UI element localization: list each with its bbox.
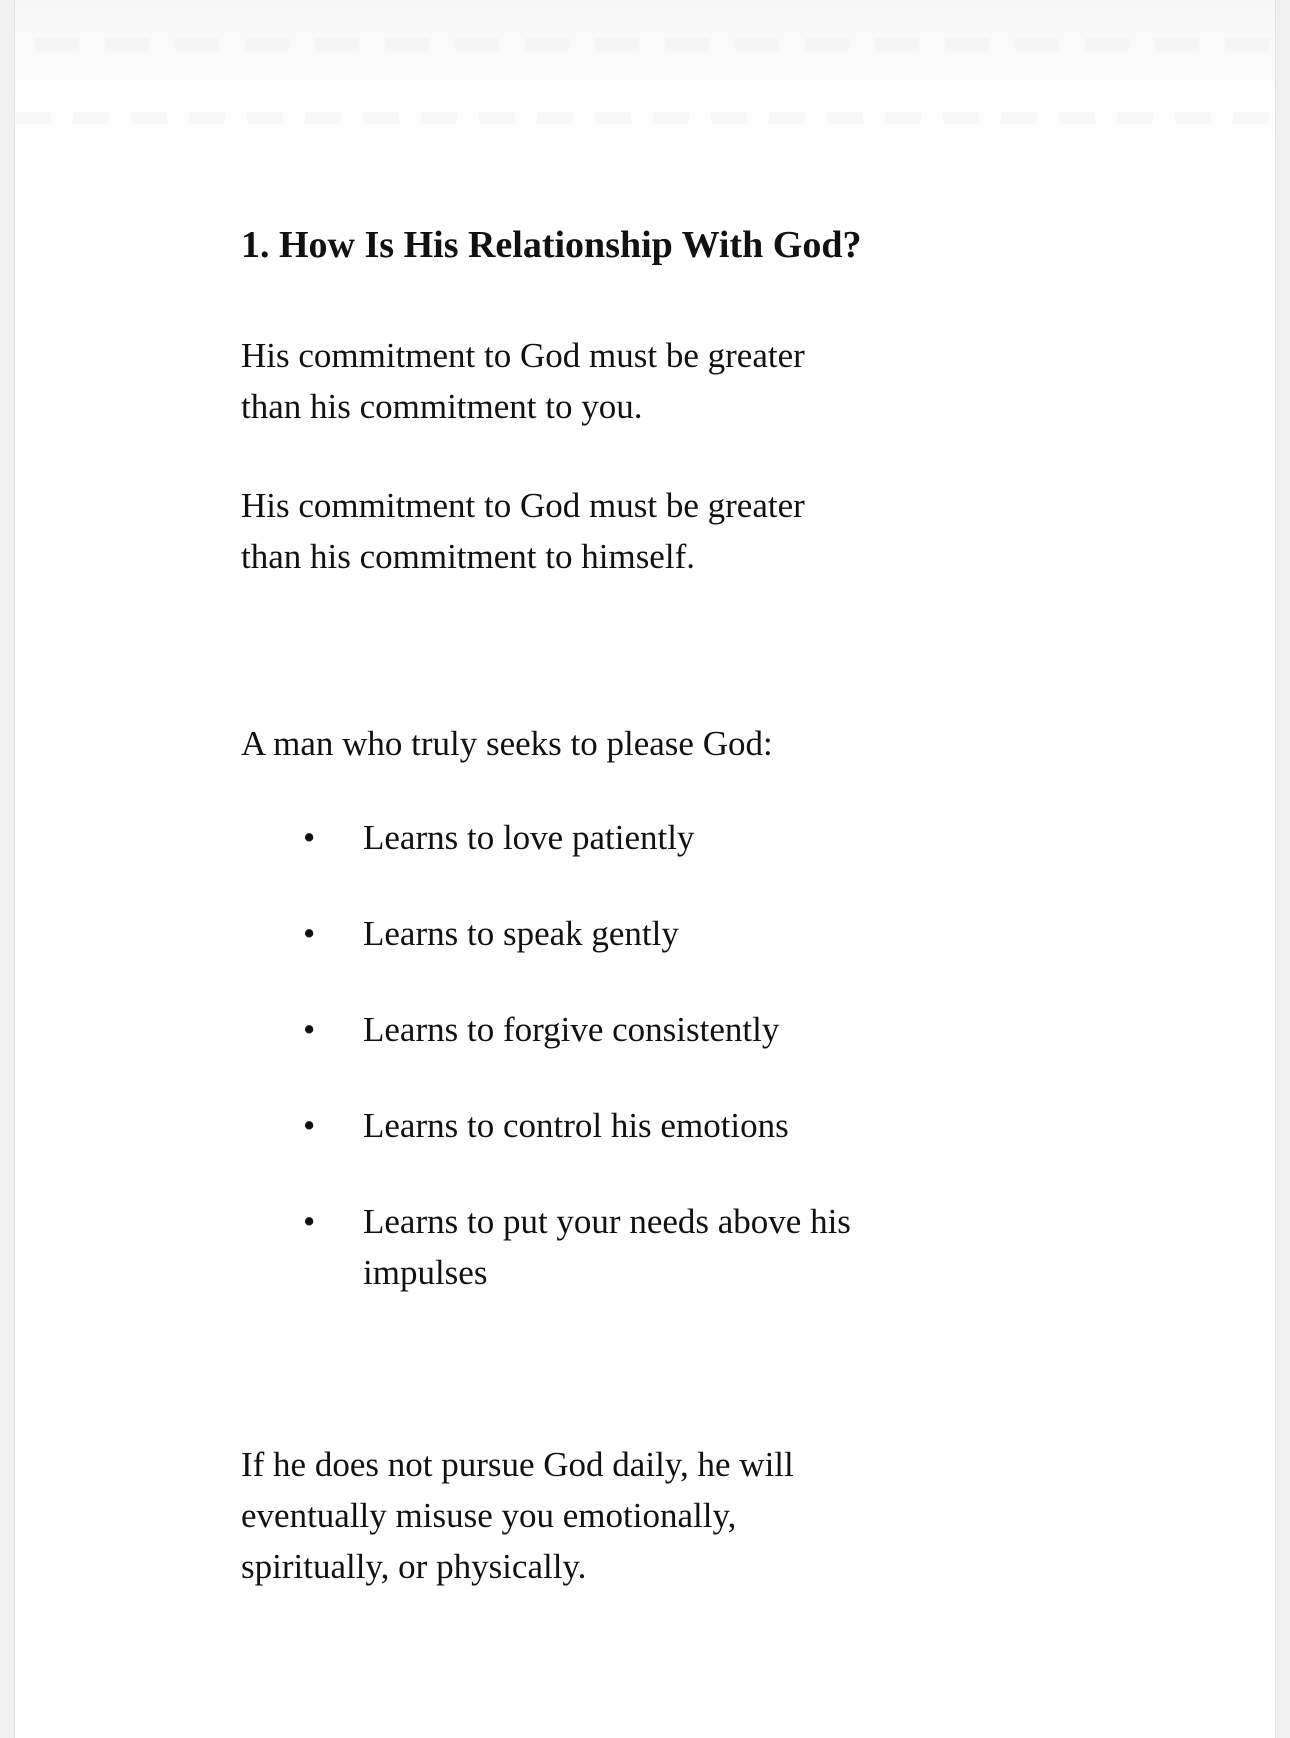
qualities-list xyxy=(241,812,1185,1298)
bullet-icon: • xyxy=(303,914,316,953)
list-item xyxy=(241,908,1185,959)
closing-paragraph xyxy=(241,1439,1185,1592)
list-item xyxy=(241,1196,1185,1298)
list-item-text: Learns to speak gently xyxy=(363,914,679,953)
document-page xyxy=(14,0,1276,1738)
paragraph-line: than his commitment to himself. xyxy=(241,537,695,576)
list-intro: A man who truly seeks to please God: xyxy=(241,724,773,763)
section-heading: 1. How Is His Relationship With God? xyxy=(241,224,862,266)
list-item xyxy=(241,1004,1185,1055)
paragraph-commitment-you xyxy=(241,330,1185,432)
paragraph-line: If he does not pursue God daily, he will xyxy=(241,1445,794,1484)
bullet-icon: • xyxy=(303,1106,316,1145)
list-item-text: Learns to control his emotions xyxy=(363,1106,789,1145)
page-content xyxy=(15,0,1275,1592)
bullet-icon: • xyxy=(303,818,316,857)
list-item-text: impulses xyxy=(363,1253,488,1292)
list-item xyxy=(241,1100,1185,1151)
paragraph-commitment-himself xyxy=(241,480,1185,582)
paragraph-line: spiritually, or physically. xyxy=(241,1547,587,1586)
paragraph-line: His commitment to God must be greater xyxy=(241,486,805,525)
paragraph-line: eventually misuse you emotionally, xyxy=(241,1496,737,1535)
bullet-icon: • xyxy=(303,1010,316,1049)
paragraph-line: than his commitment to you. xyxy=(241,387,643,426)
paragraph-line: His commitment to God must be greater xyxy=(241,336,805,375)
bullet-icon: • xyxy=(303,1202,316,1241)
list-item-text: Learns to forgive consistently xyxy=(363,1010,780,1049)
list-item-text: Learns to put your needs above his xyxy=(363,1202,851,1241)
list-item xyxy=(241,812,1185,863)
list-item-text: Learns to love patiently xyxy=(363,818,695,857)
